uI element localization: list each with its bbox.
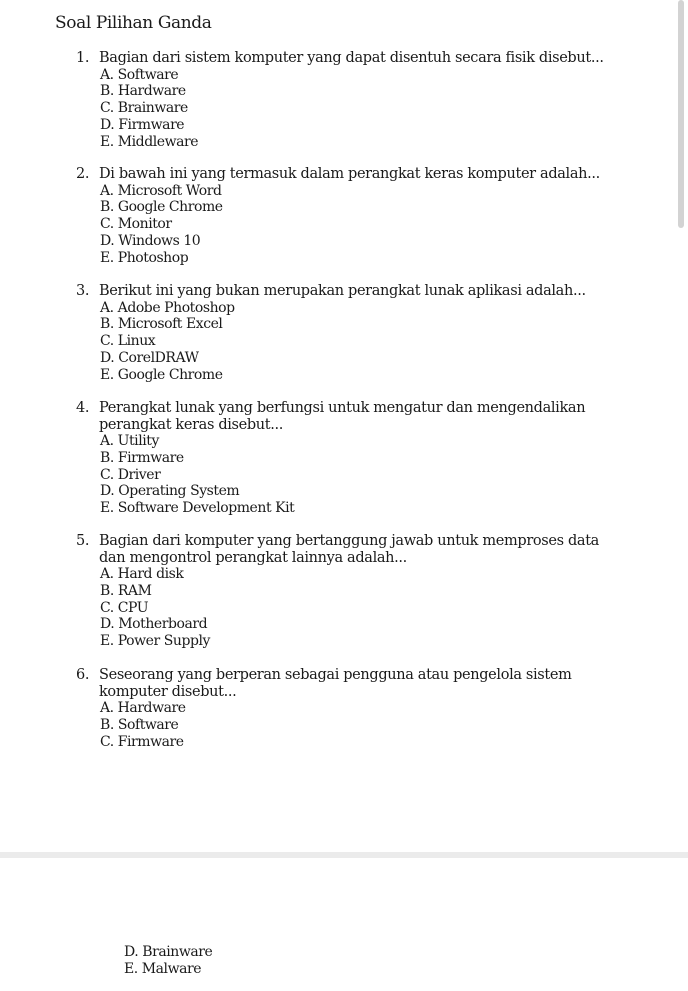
question-stem (76, 533, 616, 566)
question-text: Bagian dari komputer yang bertanggung jawab untuk memproses data dan mengontrol perangkat lainnya adalah... (99, 533, 599, 566)
question-text: Di bawah ini yang termasuk dalam perangkat keras komputer adalah... (99, 166, 600, 182)
question-5 (76, 533, 616, 650)
option-c: C. Monitor (100, 216, 172, 233)
question-number: 4. (76, 400, 90, 416)
option-b: B. Software (100, 716, 179, 733)
option-b: B. Hardware (100, 83, 186, 100)
question-stem (76, 400, 616, 433)
option-list (76, 183, 616, 267)
option-a: A. Utility (100, 433, 159, 449)
option-a: A. Software (100, 66, 179, 83)
option-list (76, 433, 616, 517)
option-c: C. Firmware (100, 733, 184, 750)
option-e: E. Google Chrome (100, 366, 223, 383)
option-b: B. Google Chrome (100, 199, 223, 216)
option-list (76, 566, 616, 650)
option-e: E. Software Development Kit (100, 500, 295, 517)
question-number: 6. (76, 667, 90, 683)
option-a: A. Adobe Photoshop (100, 299, 235, 316)
option-b: B. Microsoft Excel (100, 316, 223, 333)
option-a: A. Hard disk (100, 566, 184, 582)
question-6 (76, 667, 616, 750)
question-stem (76, 166, 616, 183)
option-d: D. Brainware (124, 944, 213, 960)
option-e: E. Middleware (100, 133, 199, 150)
option-b: B. Firmware (100, 449, 184, 466)
option-b: B. RAM (100, 582, 152, 599)
document-title: Soal Pilihan Ganda (55, 13, 212, 33)
question-text: Perangkat lunak yang berfungsi untuk mengatur dan mengendalikan perangkat keras disebut... (99, 400, 586, 433)
option-d: D. Motherboard (100, 616, 208, 633)
option-c: C. CPU (100, 599, 149, 616)
option-list (76, 67, 616, 151)
option-d: D. Operating System (100, 483, 240, 500)
option-list (76, 300, 616, 384)
question-number: 3. (76, 283, 90, 299)
option-a: A. Hardware (100, 700, 186, 716)
document-page-2 (0, 858, 676, 991)
question-stem (76, 667, 616, 700)
option-c: C. Brainware (100, 100, 188, 117)
option-e: E. Malware (124, 960, 202, 977)
question-number: 2. (76, 166, 90, 182)
question-2 (76, 166, 616, 266)
option-d: D. CorelDRAW (100, 349, 199, 366)
option-a: A. Microsoft Word (100, 182, 222, 199)
option-list (76, 700, 616, 750)
question-text: Bagian dari sistem komputer yang dapat disentuh secara fisik disebut... (99, 50, 604, 66)
question-stem (76, 50, 616, 67)
question-4 (76, 400, 616, 517)
question-number: 5. (76, 533, 90, 549)
question-text: Berikut ini yang bukan merupakan perangkat lunak aplikasi adalah... (99, 283, 586, 299)
option-list-continued (100, 944, 212, 978)
question-number: 1. (76, 50, 90, 66)
option-d: D. Windows 10 (100, 232, 201, 249)
question-stem (76, 283, 616, 300)
question-3 (76, 283, 616, 383)
option-e: E. Power Supply (100, 633, 210, 650)
scrollbar-thumb[interactable] (678, 0, 684, 228)
option-c: C. Linux (100, 333, 156, 350)
option-d: D. Firmware (100, 116, 185, 133)
vertical-scrollbar[interactable] (676, 0, 688, 852)
option-e: E. Photoshop (100, 249, 189, 266)
question-1 (76, 50, 616, 150)
question-text: Seseorang yang berperan sebagai pengguna atau pengelola sistem komputer disebut... (99, 667, 572, 700)
option-c: C. Driver (100, 466, 161, 483)
